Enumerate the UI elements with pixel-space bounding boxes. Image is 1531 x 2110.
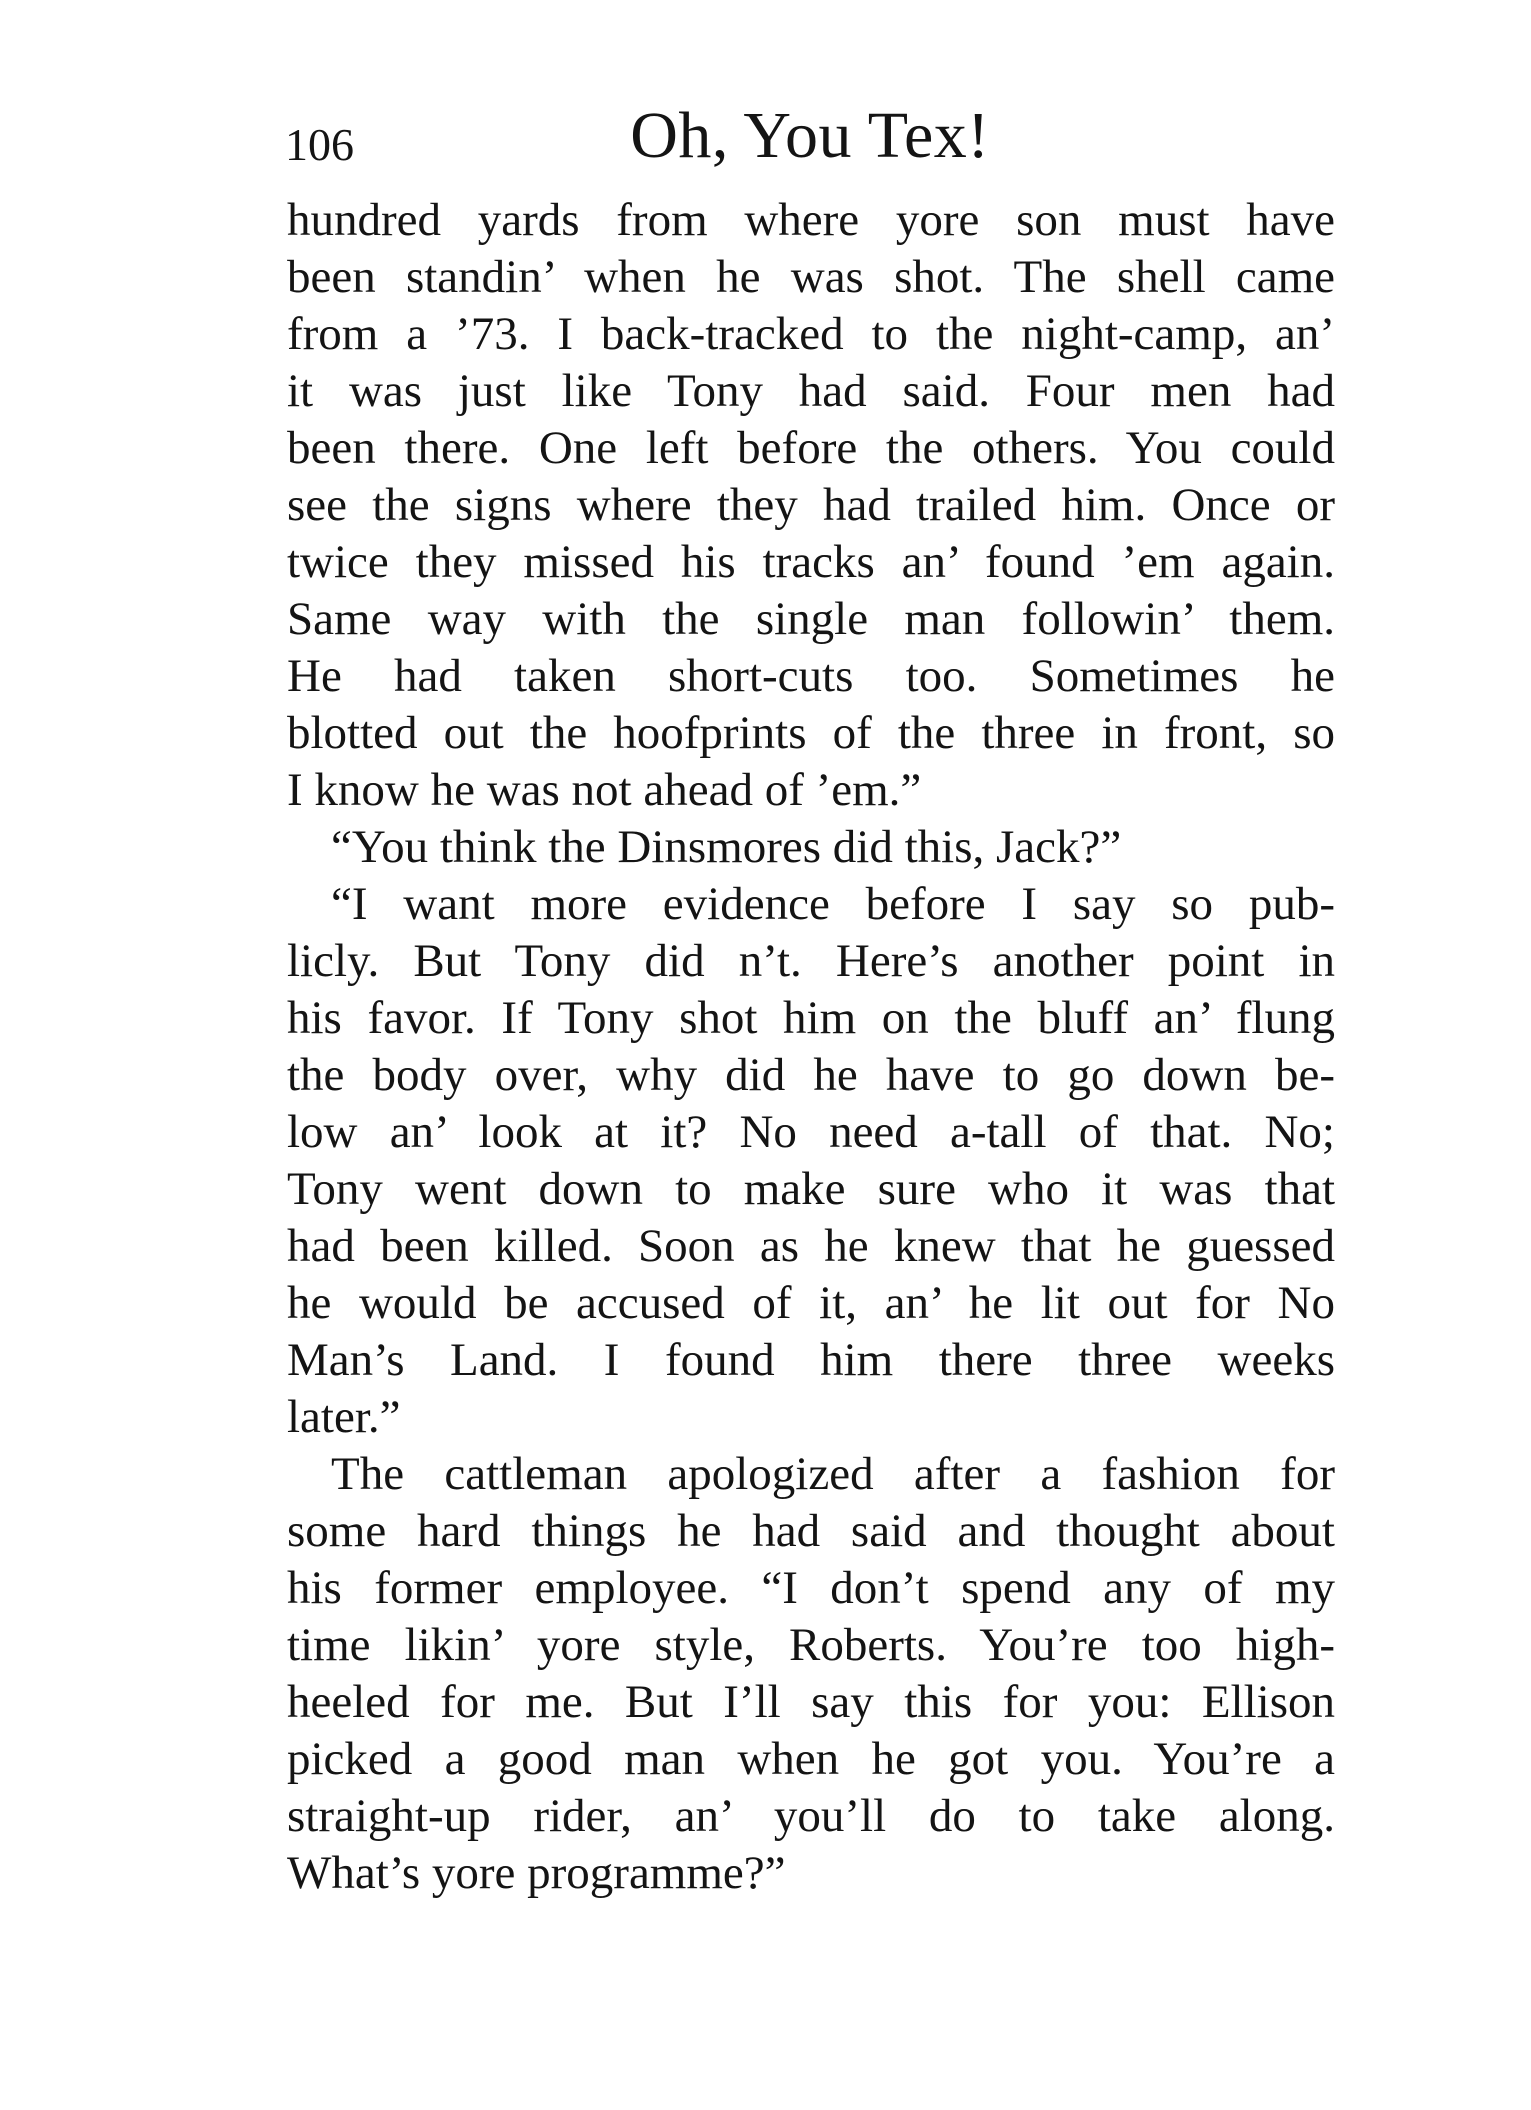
text-line: Same way with the single man followin’ them.: [287, 593, 1335, 645]
text-line: it was just like Tony had said. Four men had: [287, 365, 1335, 417]
text-line: from a ’73. I back-tracked to the night-camp, an’: [287, 308, 1335, 360]
text-line: had been killed. Soon as he knew that he guessed: [287, 1220, 1335, 1272]
text-line: been standin’ when he was shot. The shell came: [287, 251, 1335, 303]
text-line: He had taken short-cuts too. Sometimes he: [287, 650, 1335, 702]
text-line: been there. One left before the others. You could: [287, 422, 1335, 474]
text-line: straight-up rider, an’ you’ll do to take along.: [287, 1790, 1335, 1842]
text-line: his favor. If Tony shot him on the bluff an’ flung: [287, 992, 1335, 1044]
text-line: The cattleman apologized after a fashion for: [331, 1448, 1335, 1500]
text-line: time likin’ yore style, Roberts. You’re too high-: [287, 1619, 1335, 1671]
paragraph: [287, 819, 1335, 876]
text-line: “You think the Dinsmores did this, Jack?”: [331, 821, 1122, 873]
text-line: blotted out the hoofprints of the three in front, so: [287, 707, 1335, 759]
text-line: Tony went down to make sure who it was that: [287, 1163, 1335, 1215]
paragraph: [287, 876, 1335, 1446]
text-line: low an’ look at it? No need a-tall of that. No;: [287, 1106, 1335, 1158]
text-line: twice they missed his tracks an’ found ’em again.: [287, 536, 1335, 588]
text-line: his former employee. “I don’t spend any of my: [287, 1562, 1335, 1614]
text-line: he would be accused of it, an’ he lit out for No: [287, 1277, 1335, 1329]
text-line: hundred yards from where yore son must have: [287, 194, 1335, 246]
text-line: “I want more evidence before I say so pub-: [331, 878, 1335, 930]
text-line: the body over, why did he have to go down be-: [287, 1049, 1335, 1101]
paragraph: [287, 1446, 1335, 1902]
page-header: [285, 100, 1335, 190]
body-text: [287, 192, 1335, 1902]
running-title: Oh, You Tex!: [630, 99, 990, 172]
text-line: some hard things he had said and thought about: [287, 1505, 1335, 1557]
text-line: Man’s Land. I found him there three weeks: [287, 1334, 1335, 1386]
text-line: I know he was not ahead of ’em.”: [287, 764, 922, 816]
text-line: picked a good man when he got you. You’re a: [287, 1733, 1335, 1785]
text-line: later.”: [287, 1391, 401, 1443]
paragraph: [287, 192, 1335, 819]
text-line: heeled for me. But I’ll say this for you: Ellison: [287, 1676, 1335, 1728]
text-line: What’s yore programme?”: [287, 1847, 786, 1899]
text-line: licly. But Tony did n’t. Here’s another point in: [287, 935, 1335, 987]
text-line: see the signs where they had trailed him. Once or: [287, 479, 1335, 531]
page-number: 106: [285, 119, 354, 170]
